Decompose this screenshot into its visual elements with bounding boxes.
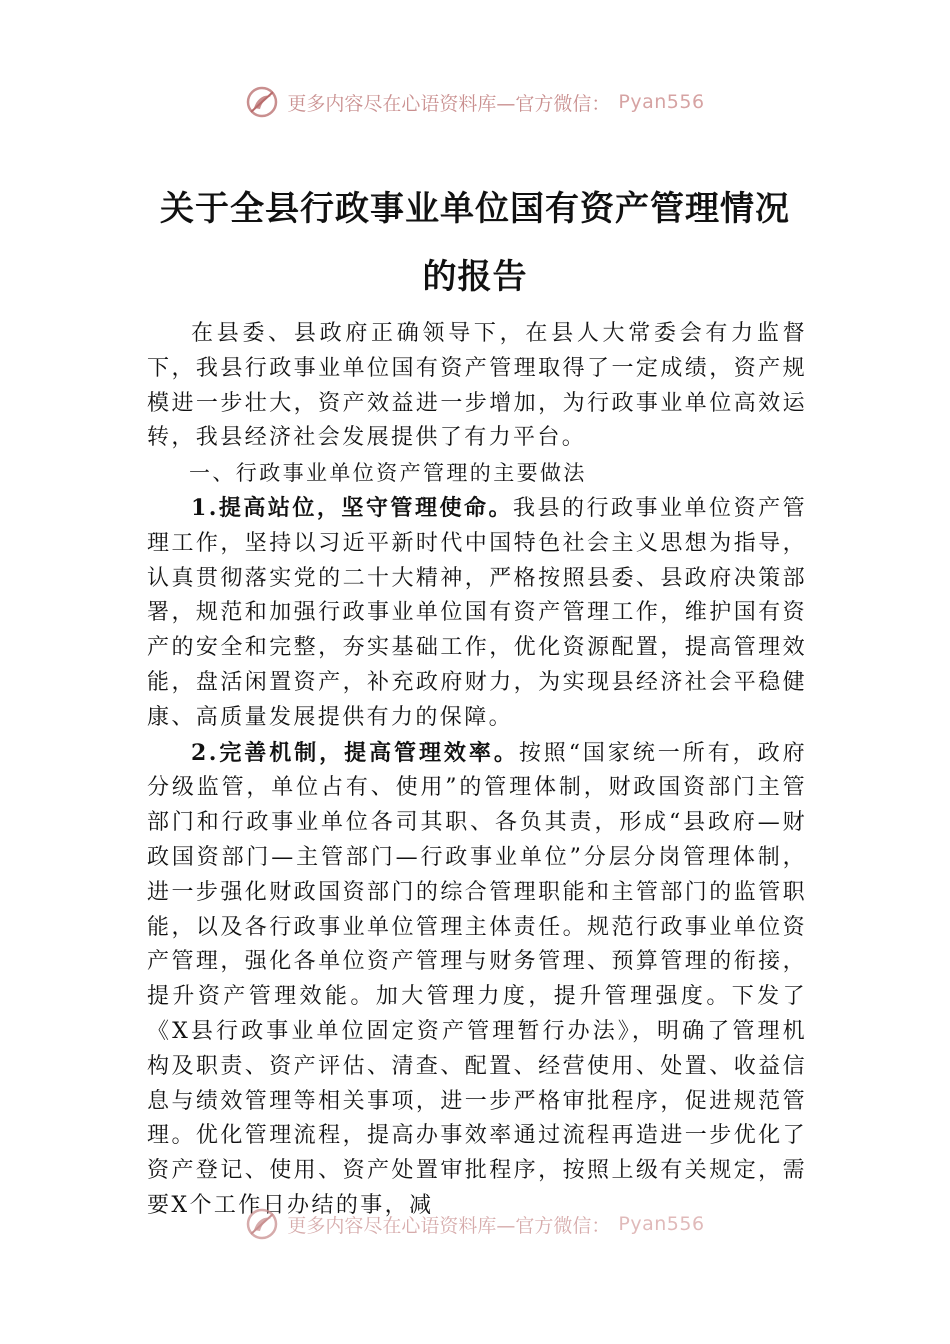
document-body: [147, 317, 807, 1217]
item-1-paragraph: [147, 491, 807, 736]
watermark-wechat-id: Pyan556: [618, 91, 705, 113]
item-2-text: 按照“国家统一所有，政府分级监管，单位占有、使用”的管理体制，财政国资部门主管部门和行政事业单位各司其职、各负其责，形成“县政府—财政国资部门—主管部门—行政事业单位”分层分岗管理体制，进一步强化财政国资部门的综合管理职能和主管部门的监管职能，以及各行政事业单位管理主体责任。规范行政事业单位资产管理，强化各单位资产管理与财务管理、预算管理的衔接，提升资产管理效能。加大管理力度，提升管理强度。下发了《X县行政事业单位固定资产管理暂行办法》，明确了管理机构及职责、资产评估、清查、配置、经营使用、处置、收益信息与绩效管理等相关事项，进一步严格审批程序，促进规范管理。优化管理流程，提高办事效率通过流程再造进一步优化了资产登记、使用、资产处置审批程序，按照上级有关规定，需要X个工作日办结的事，减: [147, 740, 807, 1217]
watermark-wechat-id: Pyan556: [618, 1213, 705, 1235]
watermark-footer: [0, 1204, 950, 1244]
item-2-paragraph: [147, 736, 807, 1217]
item-1-lead: 1.提高站位，坚守管理使命。: [191, 494, 513, 521]
item-1-text: 我县的行政事业单位资产管理工作，坚持以习近平新时代中国特色社会主义思想为指导，认真贯彻落实党的二十大精神，严格按照县委、县政府决策部署，规范和加强行政事业单位国有资产管理工作，维护国有资产的安全和完整，夯实基础工作，优化资源配置，提高管理效能，盘活闲置资产，补充政府财力，为实现县经济社会平稳健康、高质量发展提供有力的保障。: [147, 495, 807, 730]
watermark-logo-icon: [245, 1207, 279, 1241]
watermark-header: [0, 82, 950, 122]
watermark-text: 更多内容尽在心语资料库—官方微信：: [287, 1214, 611, 1237]
document-title-line1: 关于全县行政事业单位国有资产管理情况: [160, 189, 790, 229]
watermark-logo-icon: [245, 85, 279, 119]
section-heading: 一、行政事业单位资产管理的主要做法: [189, 461, 587, 486]
intro-paragraph: 在县委、县政府正确领导下，在县人大常委会有力监督下，我县行政事业单位国有资产管理取得了一定成绩，资产规模进一步壮大，资产效益进一步增加，为行政事业单位高效运转，我县经济社会发展提供了有力平台。: [147, 321, 807, 451]
item-2-lead: 2.完善机制，提高管理效率。: [191, 739, 519, 766]
watermark-text: 更多内容尽在心语资料库—官方微信：: [287, 92, 611, 115]
document-title-line2: 的报告: [422, 257, 528, 297]
